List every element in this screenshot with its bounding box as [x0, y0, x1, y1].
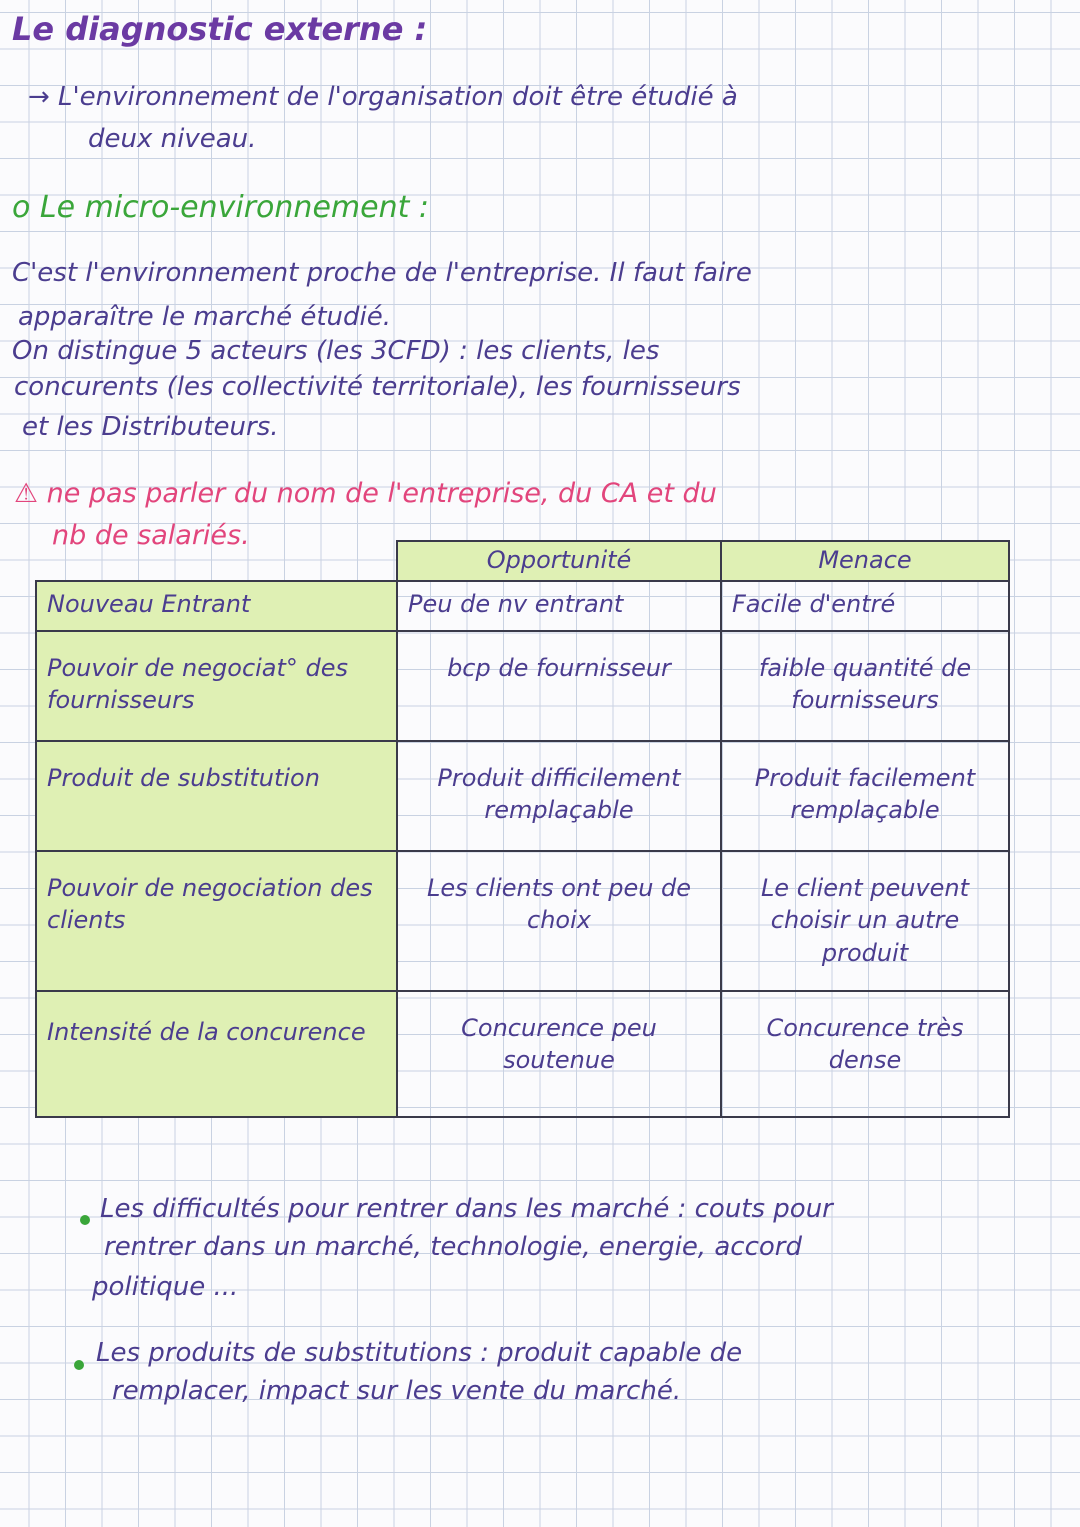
intro-line: deux niveau.	[88, 124, 257, 154]
table-row	[36, 631, 1009, 741]
bullet-line: Les difficultés pour rentrer dans les marché : couts pour	[100, 1194, 833, 1224]
warning-line: ⚠ ne pas parler du nom de l'entreprise, du CA et du	[14, 478, 717, 509]
table-row	[36, 991, 1009, 1117]
row-label: Produit de substitution	[36, 741, 397, 851]
paragraph-line: On distingue 5 acteurs (les 3CFD) : les clients, les	[12, 336, 660, 366]
header-threat: Menace	[721, 541, 1009, 581]
opportunity-cell: Les clients ont peu de choix	[397, 851, 721, 991]
paragraph-line: apparaître le marché étudié.	[18, 302, 391, 332]
bullet-line: rentrer dans un marché, technologie, energie, accord	[104, 1232, 802, 1262]
warning-line: nb de salariés.	[52, 520, 250, 551]
bullet-line: Les produits de substitutions : produit capable de	[96, 1338, 743, 1368]
empty-corner	[36, 541, 397, 581]
table-row	[36, 741, 1009, 851]
opportunity-cell: Peu de nv entrant	[397, 581, 721, 631]
paragraph-line: concurents (les collectivité territoriale), les fournisseurs	[14, 372, 741, 402]
header-opportunity: Opportunité	[397, 541, 721, 581]
porter-forces-table	[35, 540, 1010, 1118]
paragraph-line: et les Distributeurs.	[22, 412, 279, 442]
section-heading: o Le micro-environnement :	[12, 190, 429, 225]
intro-line: → L'environnement de l'organisation doit être étudié à	[28, 82, 738, 112]
table-row	[36, 851, 1009, 991]
opportunity-cell: Produit difficilement remplaçable	[397, 741, 721, 851]
row-label: Pouvoir de negociation des clients	[36, 851, 397, 991]
page-title: Le diagnostic externe :	[12, 10, 428, 48]
bullet-dot-icon	[74, 1360, 84, 1370]
paragraph-line: C'est l'environnement proche de l'entreprise. Il faut faire	[12, 258, 752, 288]
bullet-dot-icon	[80, 1215, 90, 1225]
row-label: Intensité de la concurence	[36, 991, 397, 1117]
threat-cell: faible quantité de fournisseurs	[721, 631, 1009, 741]
threat-cell: Facile d'entré	[721, 581, 1009, 631]
table-row	[36, 581, 1009, 631]
opportunity-cell: bcp de fournisseur	[397, 631, 721, 741]
row-label: Nouveau Entrant	[36, 581, 397, 631]
row-label: Pouvoir de negociat° des fournisseurs	[36, 631, 397, 741]
threat-cell: Le client peuvent choisir un autre produit	[721, 851, 1009, 991]
threat-cell: Produit facilement remplaçable	[721, 741, 1009, 851]
threat-cell: Concurence très dense	[721, 991, 1009, 1117]
bullet-line: remplacer, impact sur les vente du marché.	[112, 1376, 682, 1406]
bullet-line: politique ...	[92, 1272, 239, 1302]
opportunity-cell: Concurence peu soutenue	[397, 991, 721, 1117]
